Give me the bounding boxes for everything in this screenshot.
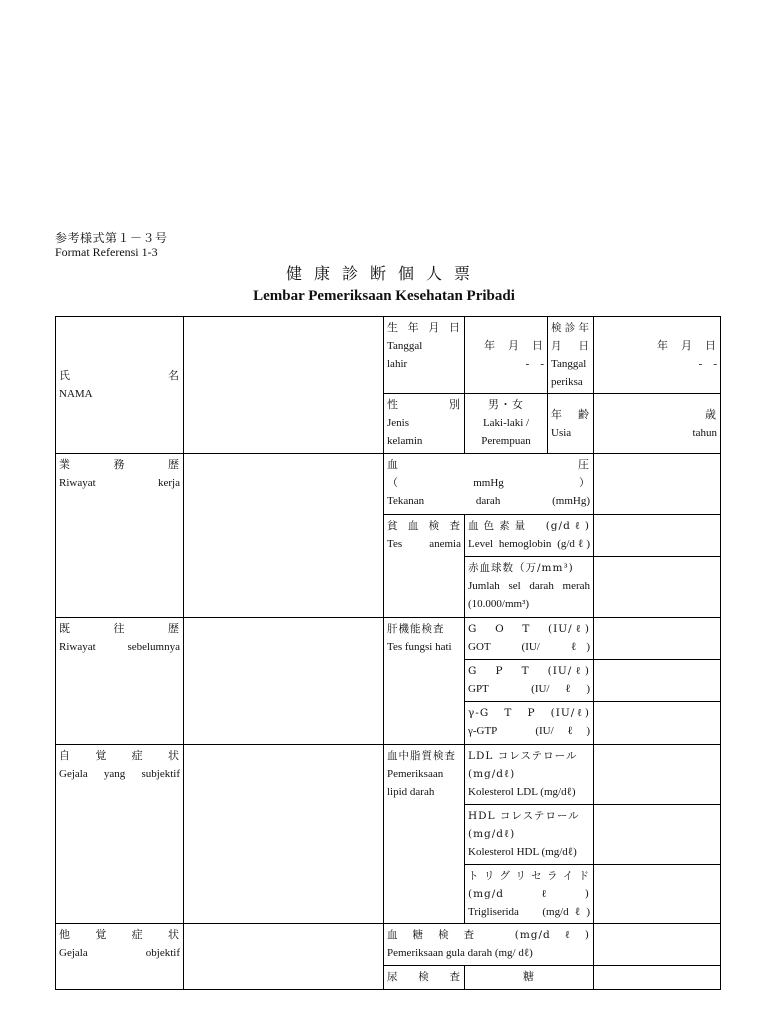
objective-symptoms-label-jp: 他覚症状: [59, 928, 180, 941]
form-title-id: Lembar Pemeriksaan Kesehatan Pribadi: [253, 288, 515, 304]
age-label-jp: 年齢: [551, 407, 590, 421]
work-history-label-id: Riwayat kerja: [59, 477, 180, 489]
rbc-label-cell: [465, 557, 594, 618]
sex-options-id-1: Laki-laki /: [482, 417, 530, 429]
liver-test-label-jp: 肝機能検査: [387, 623, 445, 635]
birth-ymd-jp: 年 月 日: [484, 339, 544, 352]
ggtp-label-cell: [465, 702, 594, 745]
hdl-value-cell[interactable]: [594, 805, 721, 865]
sex-options-id-2: Perempuan: [481, 435, 531, 447]
blood-sugar-value-cell[interactable]: [594, 924, 721, 966]
liver-test-label-id: Tes fungsi hati: [387, 641, 452, 653]
ldl-label-id: Kolesterol LDL (mg/dℓ): [468, 786, 576, 798]
blood-pressure-unit: （ mmHg ）: [387, 477, 590, 489]
ggtp-value-cell[interactable]: [594, 702, 721, 745]
past-history-value-cell[interactable]: [184, 618, 384, 745]
birth-label-cell: [384, 317, 465, 394]
blood-pressure-value-cell[interactable]: [594, 454, 721, 515]
blood-sugar-label-id: Pemeriksaan gula darah (mg/ dℓ): [387, 947, 533, 959]
urine-sugar-label-jp: 糖: [523, 970, 535, 983]
rbc-value-cell[interactable]: [594, 557, 721, 618]
sex-label-cell: [384, 394, 465, 454]
triglyceride-label-id: Trigliserida (mg/dℓ): [468, 906, 590, 918]
ldl-label-cell: [465, 745, 594, 805]
name-value-cell[interactable]: [184, 317, 384, 454]
sex-options-jp: 男・女: [488, 398, 524, 411]
urine-test-label-jp: 尿検査: [387, 971, 461, 983]
work-history-value-cell[interactable]: [184, 454, 384, 618]
got-label-id: GOT (IU/ ℓ): [468, 641, 590, 653]
work-history-label-jp: 業務歴: [59, 458, 180, 471]
hdl-label-jp: HDL コレステロール (mg/dℓ): [468, 810, 580, 840]
birth-label-jp: 生年月日: [387, 321, 461, 334]
lipid-test-label-cell: [384, 745, 465, 924]
past-history-label-jp: 既往歴: [59, 622, 180, 635]
name-label-cell: [56, 317, 184, 454]
lipid-test-label-jp: 血中脂質検査: [387, 750, 456, 762]
work-history-label-cell: [56, 454, 184, 618]
exam-date-label-jp: 検診年月日: [551, 322, 590, 352]
rbc-label-jp: 赤血球数（万/mm³): [468, 562, 574, 574]
objective-symptoms-label-id: Gejala objektif: [59, 947, 180, 959]
birth-date-value-cell[interactable]: [465, 317, 548, 394]
hemoglobin-label-id: Level hemoglobin (g/dℓ): [468, 538, 590, 550]
got-label-cell: [465, 618, 594, 660]
urine-sugar-value-cell[interactable]: [594, 966, 721, 990]
anemia-test-label-id: Tes anemia: [387, 538, 461, 550]
blood-pressure-label-jp: 血圧: [387, 458, 590, 471]
past-history-label-cell: [56, 618, 184, 745]
hemoglobin-value-cell[interactable]: [594, 515, 721, 557]
got-label-jp: G O T (IU/ℓ): [468, 623, 590, 635]
exam-ymd-jp: 年 月 日: [657, 339, 717, 352]
blood-sugar-label-cell: [384, 924, 594, 966]
gpt-label-jp: G P T (IU/ℓ): [468, 665, 590, 677]
hdl-label-id: Kolesterol HDL (mg/dℓ): [468, 846, 577, 858]
sex-value-cell[interactable]: [465, 394, 548, 454]
lipid-test-label-id: Pemeriksaan lipid darah: [387, 768, 444, 798]
rbc-label-id: Jumlah sel darah merah (10.000/mm³): [468, 580, 590, 610]
gpt-label-cell: [465, 660, 594, 702]
name-label-jp: 氏名: [59, 369, 180, 382]
triglyceride-label-jp: トリグリセライド (mg/dℓ): [468, 870, 590, 900]
anemia-test-label-cell: [384, 515, 465, 618]
age-value-cell[interactable]: [594, 394, 721, 454]
blood-pressure-label-cell: [384, 454, 594, 515]
anemia-test-label-jp: 貧血検査: [387, 520, 461, 532]
birth-label-id-2: lahir: [387, 358, 408, 370]
subjective-symptoms-label-id: Gejala yang subjektif: [59, 768, 180, 780]
got-value-cell[interactable]: [594, 618, 721, 660]
form-title-jp: 健康診断個人票: [285, 264, 482, 283]
subjective-symptoms-value-cell[interactable]: [184, 745, 384, 924]
reference-format-id: Format Referensi 1-3: [55, 245, 158, 259]
liver-test-label-cell: [384, 618, 465, 745]
objective-symptoms-label-cell: [56, 924, 184, 990]
exam-ymd-dash: - -: [698, 358, 717, 370]
gpt-value-cell[interactable]: [594, 660, 721, 702]
past-history-label-id: Riwayat sebelumnya: [59, 641, 180, 653]
subjective-symptoms-label-jp: 自覚症状: [59, 749, 180, 762]
exam-date-label-id-1: Tanggal: [551, 358, 587, 370]
age-unit-id: tahun: [692, 426, 717, 439]
ldl-label-jp: LDL コレステロール (mg/dℓ): [468, 750, 578, 780]
subjective-symptoms-label-cell: [56, 745, 184, 924]
hdl-label-cell: [465, 805, 594, 865]
reference-format-jp: 参考様式第１－３号: [55, 231, 168, 245]
exam-date-label-id-2: periksa: [551, 376, 583, 388]
name-label-id: NAMA: [59, 388, 93, 400]
birth-label-id-1: Tanggal: [387, 340, 423, 352]
age-label-cell: [548, 394, 594, 454]
health-exam-form-table: [55, 316, 721, 990]
triglyceride-value-cell[interactable]: [594, 865, 721, 924]
age-label-id: Usia: [551, 426, 572, 439]
birth-ymd-dash: - -: [525, 358, 544, 370]
exam-date-label-cell: [548, 317, 594, 394]
blood-pressure-label-id: Tekanan darah (mmHg): [387, 495, 590, 507]
age-unit-jp: 歳: [705, 407, 717, 421]
ggtp-label-id: γ-GTP (IU/ℓ): [468, 725, 590, 737]
objective-symptoms-value-cell[interactable]: [184, 924, 384, 990]
exam-date-value-cell[interactable]: [594, 317, 721, 394]
sex-label-id-2: kelamin: [387, 435, 423, 447]
gpt-label-id: GPT (IU/ℓ): [468, 683, 590, 695]
urine-test-label-cell: [384, 966, 465, 990]
blood-sugar-label-jp: 血糖検査 (mg/dℓ): [387, 929, 590, 941]
hemoglobin-label-jp: 血色素量 (g/dℓ): [468, 520, 590, 532]
ldl-value-cell[interactable]: [594, 745, 721, 805]
sex-label-id-1: Jenis: [387, 417, 409, 429]
triglyceride-label-cell: [465, 865, 594, 924]
hemoglobin-label-cell: [465, 515, 594, 557]
urine-sugar-label-cell: [465, 966, 594, 990]
ggtp-label-jp: γ-G T P (IU/ℓ): [468, 707, 590, 719]
sex-label-jp: 性別: [387, 398, 461, 411]
